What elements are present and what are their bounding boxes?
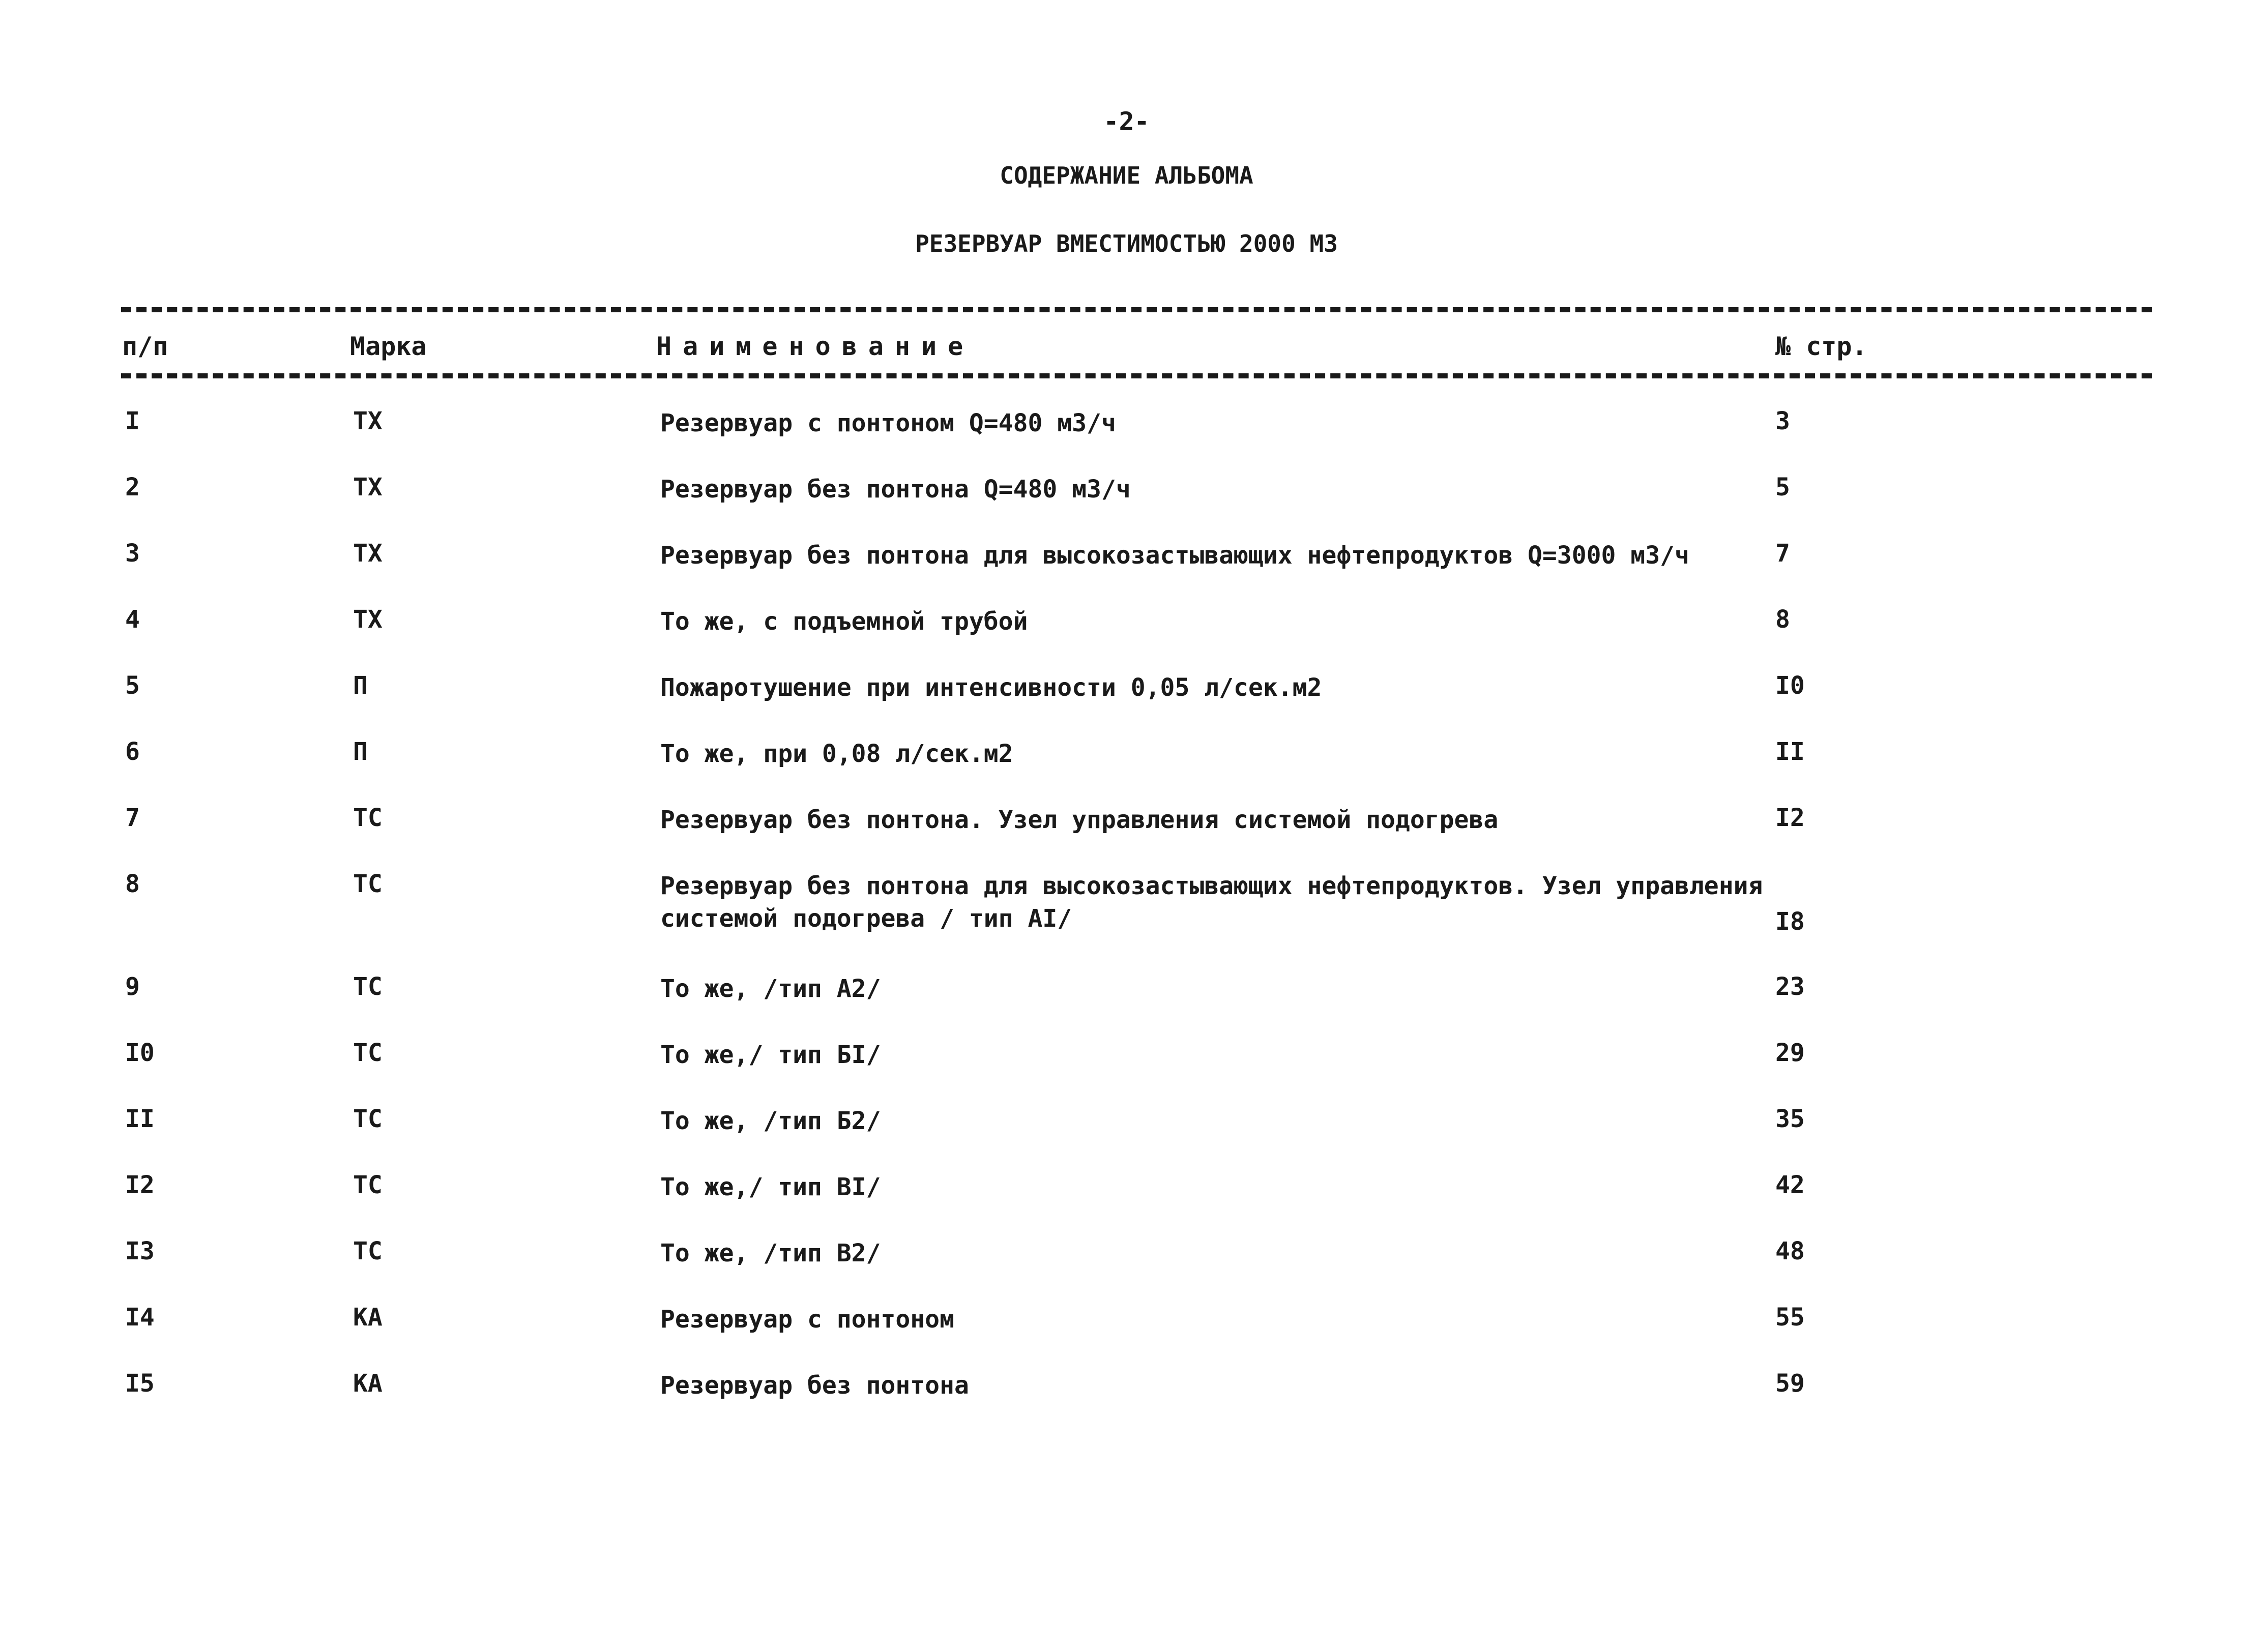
tank-title: РЕЗЕРВУАР ВМЕСТИМОСТЬЮ 2000 М3 <box>915 230 1338 257</box>
row-name: Резервуар без понтона для высокозастывающих нефтепродуктов Q=3000 м3/ч <box>660 541 1689 570</box>
row-number: 7 <box>125 804 140 832</box>
table-row <box>0 539 2253 600</box>
row-number: 6 <box>125 738 140 766</box>
row-page: 59 <box>1775 1369 1805 1398</box>
row-mark: ТС <box>353 1105 383 1133</box>
row-mark: П <box>353 738 368 766</box>
row-mark: ТХ <box>353 473 383 501</box>
row-name: То же, /тип Б2/ <box>660 1107 881 1135</box>
row-name: Пожаротушение при интенсивности 0,05 л/сек.м2 <box>660 673 1322 702</box>
row-page: II <box>1775 738 1805 766</box>
table-row <box>0 671 2253 732</box>
row-number: 5 <box>125 671 140 700</box>
table-row <box>0 605 2253 666</box>
row-page: 7 <box>1775 539 1790 568</box>
row-page: 48 <box>1775 1237 1805 1265</box>
table-row <box>0 804 2253 865</box>
row-mark: ТХ <box>353 605 383 634</box>
row-page: 5 <box>1775 473 1790 501</box>
row-page: 3 <box>1775 407 1790 435</box>
row-name: Резервуар без понтона <box>660 1371 969 1400</box>
row-mark: ТХ <box>353 407 383 435</box>
row-mark: ТХ <box>353 539 383 568</box>
row-mark: ТС <box>353 972 383 1001</box>
row-page: I2 <box>1775 804 1805 832</box>
row-mark: ТС <box>353 1039 383 1067</box>
row-number: I5 <box>125 1369 155 1398</box>
table-row <box>0 972 2253 1034</box>
table-row <box>0 1105 2253 1166</box>
row-mark: КА <box>353 1369 383 1398</box>
row-number: 8 <box>125 870 140 898</box>
row-name: Резервуар с понтоном <box>660 1305 954 1334</box>
page-number: -2- <box>1103 107 1150 136</box>
row-mark: ТС <box>353 804 383 832</box>
row-page: I8 <box>1775 907 1805 936</box>
header-page: № стр. <box>1775 332 1867 361</box>
table-row <box>0 1171 2253 1232</box>
table-row <box>0 738 2253 799</box>
row-number: I0 <box>125 1039 155 1067</box>
row-number: I2 <box>125 1171 155 1199</box>
row-page: I0 <box>1775 671 1805 700</box>
row-number: 4 <box>125 605 140 634</box>
row-page: 42 <box>1775 1171 1805 1199</box>
table-top-rule <box>121 307 2152 312</box>
header-mark: Марка <box>350 332 427 361</box>
table-row <box>0 870 2253 966</box>
row-number: 2 <box>125 473 140 501</box>
row-name: Резервуар без понтона для высокозастывающих нефтепродуктов. Узел управления системой подогрева / тип АI/ <box>660 872 1763 933</box>
row-number: I3 <box>125 1237 155 1265</box>
row-name: Резервуар без понтона Q=480 м3/ч <box>660 475 1131 504</box>
row-number: 9 <box>125 972 140 1001</box>
row-mark: КА <box>353 1303 383 1332</box>
table-row <box>0 1039 2253 1100</box>
row-page: 29 <box>1775 1039 1805 1067</box>
row-number: 3 <box>125 539 140 568</box>
row-name: То же, /тип В2/ <box>660 1239 881 1267</box>
row-number: II <box>125 1105 155 1133</box>
row-name: То же, при 0,08 л/сек.м2 <box>660 740 1013 768</box>
row-page: 23 <box>1775 972 1805 1001</box>
table-row <box>0 1303 2253 1364</box>
row-mark: П <box>353 671 368 700</box>
row-page: 55 <box>1775 1303 1805 1332</box>
table-row <box>0 407 2253 468</box>
row-name: То же, /тип А2/ <box>660 975 881 1003</box>
row-name: Резервуар с понтоном Q=480 м3/ч <box>660 409 1116 437</box>
header-number: п/п <box>122 332 168 361</box>
table-row <box>0 1369 2253 1430</box>
row-name: Резервуар без понтона. Узел управления системой подогрева <box>660 806 1499 834</box>
row-name: То же, с подъемной трубой <box>660 607 1028 636</box>
row-page: 35 <box>1775 1105 1805 1133</box>
row-mark: ТС <box>353 1237 383 1265</box>
row-number: I4 <box>125 1303 155 1332</box>
album-title: СОДЕРЖАНИЕ АЛЬБОМА <box>1000 162 1253 189</box>
row-name: То же,/ тип БI/ <box>660 1041 881 1069</box>
row-page: 8 <box>1775 605 1790 634</box>
row-number: I <box>125 407 140 435</box>
row-mark: ТС <box>353 1171 383 1199</box>
row-mark: ТС <box>353 870 383 898</box>
table-header-rule <box>121 373 2152 378</box>
row-name: То же,/ тип ВI/ <box>660 1173 881 1201</box>
table-row <box>0 1237 2253 1298</box>
table-row <box>0 473 2253 534</box>
header-name: Наименование <box>656 332 975 361</box>
